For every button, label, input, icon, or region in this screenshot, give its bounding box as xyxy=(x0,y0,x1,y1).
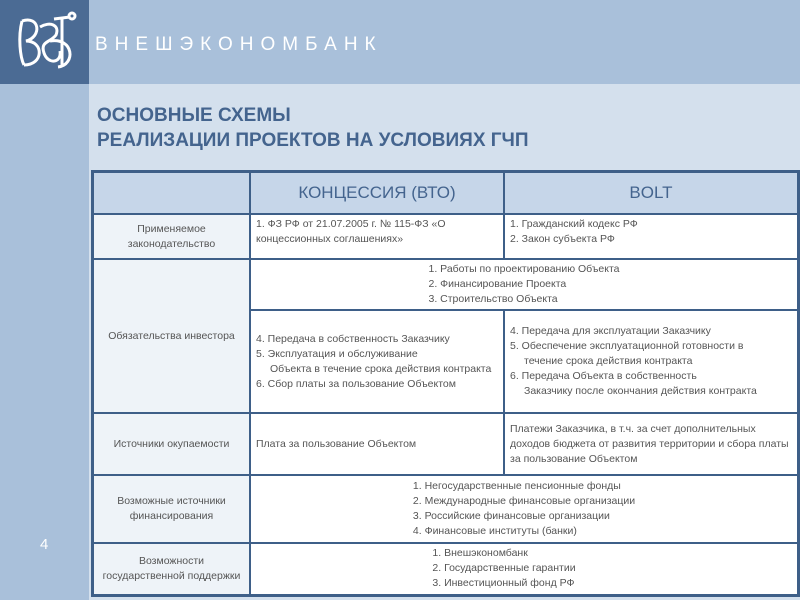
list-item: 2. Финансирование Проекта xyxy=(428,278,567,290)
table-row xyxy=(93,543,798,595)
cell-bto: Плата за пользование Объектом xyxy=(250,413,504,475)
list-item: 4. Передача в собственность Заказчику xyxy=(256,332,450,345)
list-item: 4. Передача для эксплуатации Заказчику xyxy=(510,325,711,337)
ppp-schemes-table xyxy=(91,170,800,597)
list-item: 4. Финансовые институты (банки) xyxy=(412,525,577,537)
cell-bolt xyxy=(504,310,798,413)
header-bto: КОНЦЕССИЯ (ВТО) xyxy=(250,172,504,214)
table-row xyxy=(93,214,798,259)
list-item: 5. Обеспечение эксплуатационной готовности в xyxy=(510,340,744,352)
row-label: Источники окупаемости xyxy=(93,413,250,475)
row-label: Возможности государственной поддержки xyxy=(93,543,250,595)
list-item: 6. Сбор платы за пользование Объектом xyxy=(256,377,456,390)
table-row xyxy=(93,259,798,310)
header-bolt: BOLT xyxy=(504,172,798,214)
list-item: 5. Эксплуатация и обслуживание xyxy=(256,347,418,360)
list-item: 2. Закон субъекта РФ xyxy=(510,233,615,245)
list-item: 1. Работы по проектированию Объекта xyxy=(428,263,620,275)
row-label: Возможные источники финансирования xyxy=(93,475,250,543)
cell-common xyxy=(250,259,798,310)
cell-bto xyxy=(250,310,504,413)
list-item: 3. Российские финансовые организации xyxy=(412,510,610,522)
list-item: течение срока действия контракта xyxy=(524,355,693,367)
brand-name: ВНЕШЭКОНОМБАНК xyxy=(95,34,383,55)
list-item: 1. Гражданский кодекс РФ xyxy=(510,218,638,230)
list-item: 2. Международные финансовые организации xyxy=(412,495,636,507)
table-row xyxy=(93,475,798,543)
list-item: 1. Негосударственные пенсионные фонды xyxy=(412,480,621,492)
veb-logo xyxy=(0,0,89,84)
list-item: 3. Инвестиционный фонд РФ xyxy=(432,577,575,589)
cell-bolt xyxy=(504,214,798,259)
list-item: Объекта в течение срока действия контракта xyxy=(270,362,492,375)
cell-bolt: Платежи Заказчика, в т.ч. за счет дополнительных доходов бюджета от развития территории и сбора платы за пользование Объектом xyxy=(504,413,798,475)
row-label: Обязательства инвестора xyxy=(93,259,250,413)
list-item: Заказчику после окончания действия контракта xyxy=(524,385,757,397)
title-line1: ОСНОВНЫЕ СХЕМЫ xyxy=(97,105,291,126)
slide-title xyxy=(97,103,529,153)
row-label: Применяемое законодательство xyxy=(93,214,250,259)
table-row xyxy=(93,413,798,475)
list-item: 2. Государственные гарантии xyxy=(432,562,576,574)
page-number: 4 xyxy=(40,536,49,553)
list-item: 3. Строительство Объекта xyxy=(428,293,558,305)
cell-bto: 1. ФЗ РФ от 21.07.2005 г. № 115-ФЗ «О концессионных соглашениях» xyxy=(250,214,504,259)
cell-common xyxy=(250,543,798,595)
list-item: 1. Внешэкономбанк xyxy=(432,547,528,559)
cell-common xyxy=(250,475,798,543)
title-line2: РЕАЛИЗАЦИИ ПРОЕКТОВ НА УСЛОВИЯХ ГЧП xyxy=(97,130,529,151)
list-item: 6. Передача Объекта в собственность xyxy=(510,370,697,382)
header-blank xyxy=(93,172,250,214)
